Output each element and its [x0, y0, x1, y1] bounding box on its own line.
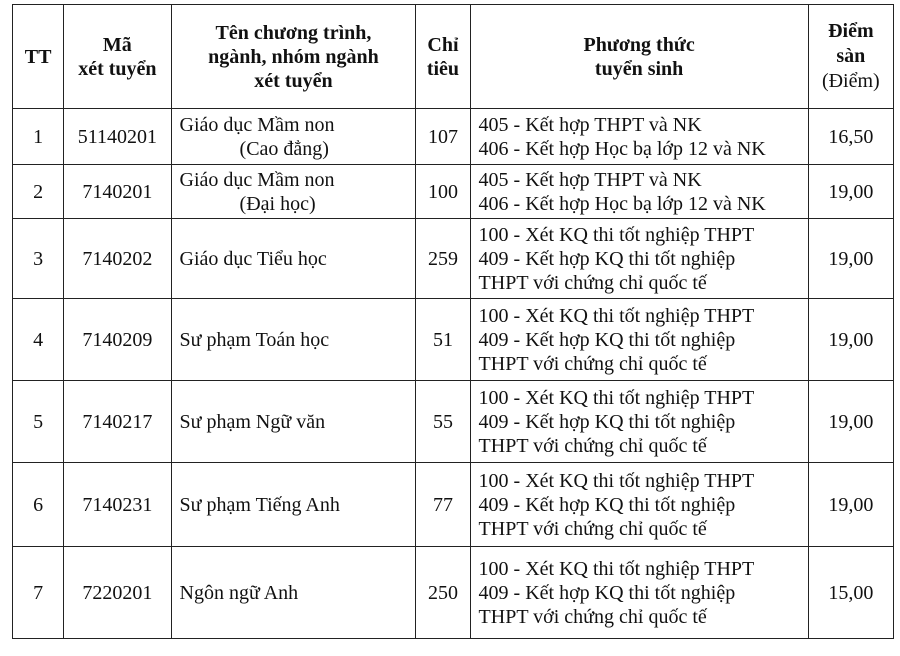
cell-quota: 77 [416, 463, 470, 547]
table-row [13, 299, 894, 381]
cell-tt: 3 [13, 219, 64, 299]
cell-code: 7140201 [64, 165, 171, 219]
name-line: (Đại học) [239, 192, 316, 215]
table-row [13, 381, 894, 463]
cell-name [171, 381, 416, 463]
cell-name [171, 109, 416, 165]
cell-code: 51140201 [64, 109, 171, 165]
cell-name [171, 463, 416, 547]
cell-code: 7140209 [64, 299, 171, 381]
name-line: Giáo dục Mầm non [179, 168, 335, 191]
cell-tt: 7 [13, 547, 64, 639]
cell-quota: 55 [416, 381, 470, 463]
name-line: Giáo dục Tiểu học [179, 247, 327, 270]
method-line: THPT với chứng chỉ quốc tế [478, 352, 707, 375]
method-line: 100 - Xét KQ thi tốt nghiệp THPT [478, 304, 755, 327]
method-line: 406 - Kết hợp Học bạ lớp 12 và NK [478, 192, 766, 215]
method-line: 409 - Kết hợp KQ thi tốt nghiệp [478, 328, 736, 351]
header-code [64, 5, 171, 109]
cell-method [470, 381, 808, 463]
method-line: 409 - Kết hợp KQ thi tốt nghiệp [478, 410, 736, 433]
cell-method [470, 219, 808, 299]
cell-score: 19,00 [808, 165, 893, 219]
header-quota-line: Chỉ [427, 33, 459, 56]
name-line: Giáo dục Mầm non [179, 113, 335, 136]
method-line: 405 - Kết hợp THPT và NK [478, 113, 702, 136]
cell-quota: 259 [416, 219, 470, 299]
name-line: Sư phạm Ngữ văn [179, 410, 326, 433]
cell-method [470, 463, 808, 547]
cell-score: 15,00 [808, 547, 893, 639]
cell-score: 19,00 [808, 299, 893, 381]
cell-tt: 2 [13, 165, 64, 219]
cell-quota: 51 [416, 299, 470, 381]
method-line: 409 - Kết hợp KQ thi tốt nghiệp [478, 581, 736, 604]
cell-name [171, 219, 416, 299]
cell-code: 7140202 [64, 219, 171, 299]
cell-tt: 4 [13, 299, 64, 381]
name-line: (Cao đẳng) [239, 137, 329, 160]
table-row [13, 219, 894, 299]
name-line: Sư phạm Tiếng Anh [179, 493, 340, 516]
method-line: 100 - Xét KQ thi tốt nghiệp THPT [478, 386, 755, 409]
method-line: 100 - Xét KQ thi tốt nghiệp THPT [478, 469, 755, 492]
name-line: Ngôn ngữ Anh [179, 581, 299, 604]
method-line: THPT với chứng chỉ quốc tế [478, 517, 707, 540]
method-line: 100 - Xét KQ thi tốt nghiệp THPT [478, 223, 755, 246]
method-line: 409 - Kết hợp KQ thi tốt nghiệp [478, 247, 736, 270]
method-line: 409 - Kết hợp KQ thi tốt nghiệp [478, 493, 736, 516]
cell-quota: 100 [416, 165, 470, 219]
name-line: Sư phạm Toán học [179, 328, 330, 351]
cell-tt: 6 [13, 463, 64, 547]
header-quota-line: tiêu [426, 57, 460, 80]
cell-name [171, 165, 416, 219]
admission-table [12, 4, 894, 639]
method-line: THPT với chứng chỉ quốc tế [478, 271, 707, 294]
method-line: 405 - Kết hợp THPT và NK [478, 168, 702, 191]
method-line: 406 - Kết hợp Học bạ lớp 12 và NK [478, 137, 766, 160]
cell-code: 7140231 [64, 463, 171, 547]
table-row [13, 165, 894, 219]
header-method-line: Phương thức [583, 33, 695, 56]
header-name-line: xét tuyển [254, 69, 333, 92]
table-row [13, 109, 894, 165]
header-quota [416, 5, 470, 109]
header-score [808, 5, 893, 109]
cell-quota: 250 [416, 547, 470, 639]
cell-score: 19,00 [808, 219, 893, 299]
method-line: THPT với chứng chỉ quốc tế [478, 605, 707, 628]
cell-quota: 107 [416, 109, 470, 165]
header-score-line: sàn [836, 45, 866, 67]
cell-name [171, 547, 416, 639]
cell-tt: 5 [13, 381, 64, 463]
cell-score: 16,50 [808, 109, 893, 165]
cell-score: 19,00 [808, 463, 893, 547]
cell-code: 7140217 [64, 381, 171, 463]
cell-method [470, 299, 808, 381]
header-code-line: Mã [102, 33, 132, 56]
table-row [13, 463, 894, 547]
header-score-line: Điểm [828, 20, 874, 42]
header-score-line: (Điểm) [821, 70, 880, 92]
header-method-line: tuyển sinh [594, 57, 684, 80]
cell-method [470, 547, 808, 639]
cell-code: 7220201 [64, 547, 171, 639]
cell-name [171, 299, 416, 381]
method-line: THPT với chứng chỉ quốc tế [478, 434, 707, 457]
cell-tt: 1 [13, 109, 64, 165]
method-line: 100 - Xét KQ thi tốt nghiệp THPT [478, 557, 755, 580]
header-name [171, 5, 416, 109]
table-row [13, 547, 894, 639]
header-code-line: xét tuyển [78, 57, 157, 80]
cell-score: 19,00 [808, 381, 893, 463]
cell-method [470, 109, 808, 165]
table-header-row [13, 5, 894, 109]
header-method [470, 5, 808, 109]
header-name-line: ngành, nhóm ngành [208, 45, 379, 68]
header-name-line: Tên chương trình, [215, 21, 372, 44]
cell-method [470, 165, 808, 219]
header-tt: TT [13, 5, 64, 109]
